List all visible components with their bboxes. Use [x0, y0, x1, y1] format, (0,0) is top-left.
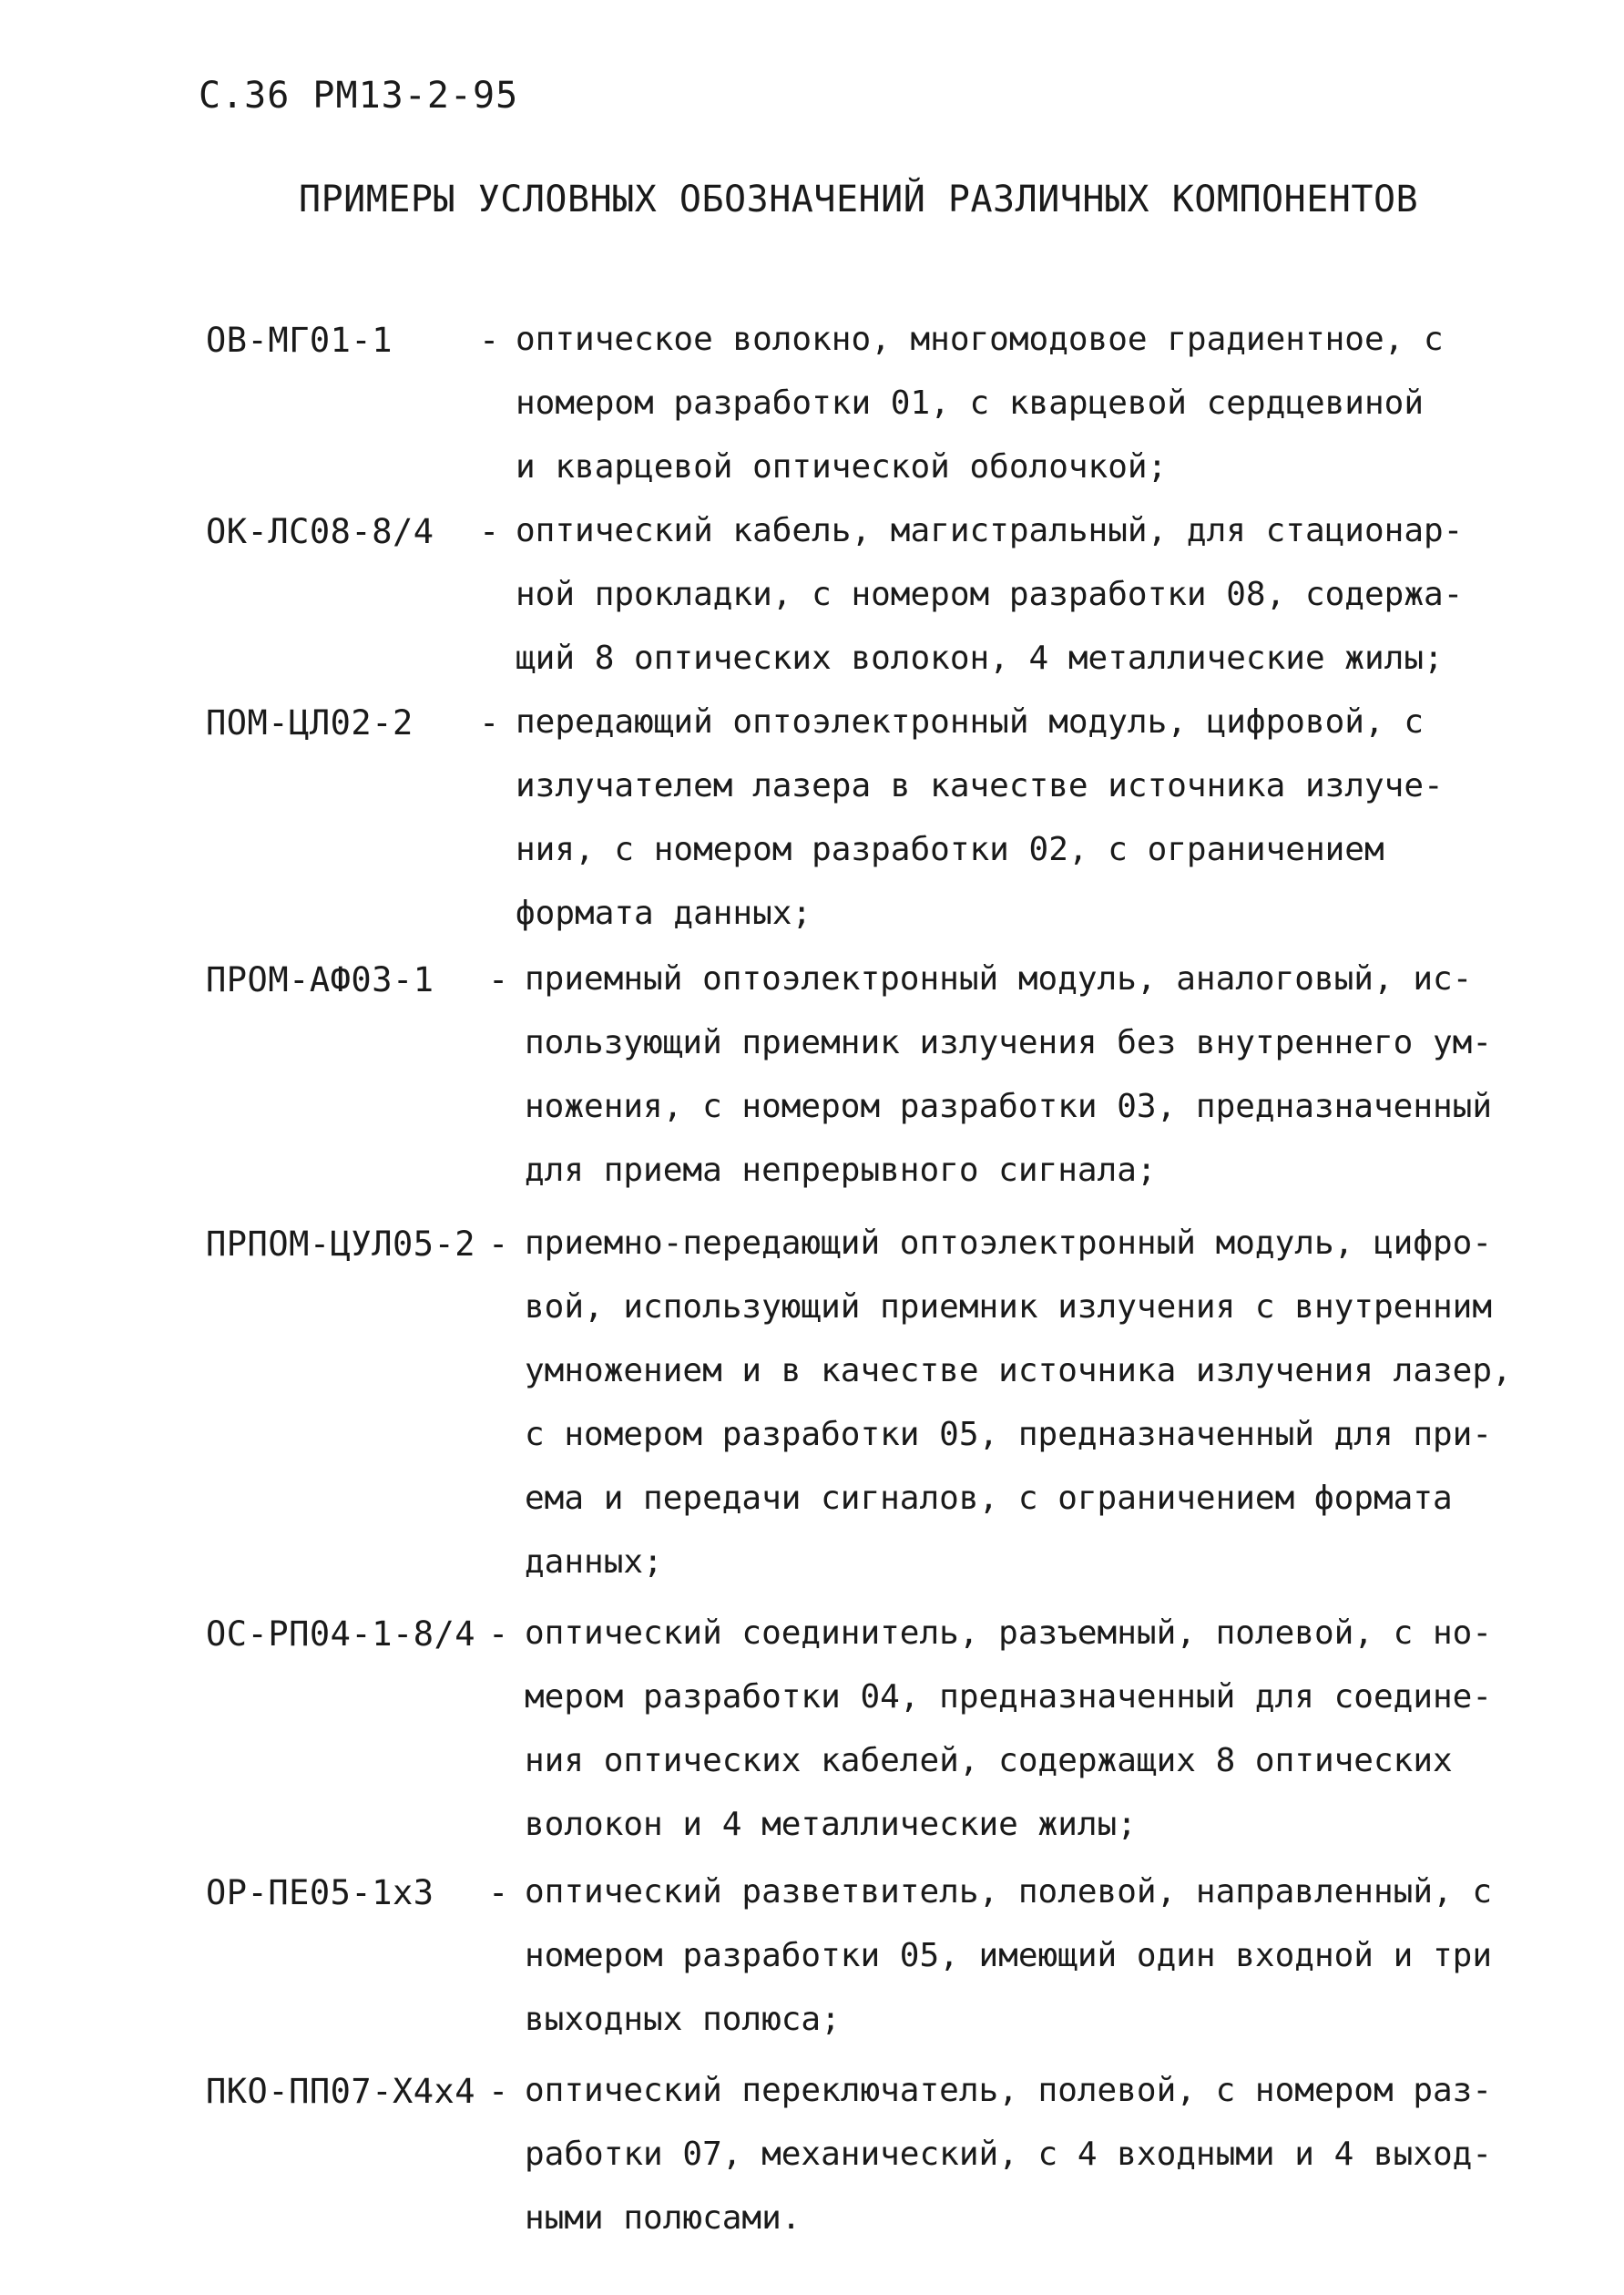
description-line: номером разработки 01, с кварцевой сердцевиной [516, 384, 1424, 422]
page-title: ПРИМЕРЫ УСЛОВНЫХ ОБОЗНАЧЕНИЙ РАЗЛИЧНЫХ КОМПОНЕНТОВ [299, 179, 1419, 220]
description-line: приемный оптоэлектронный модуль, аналоговый, ис- [525, 960, 1473, 998]
description-line: щий 8 оптических волокон, 4 металлические жилы; [516, 640, 1444, 677]
description-line: работки 07, механический, с 4 входными и 4 выход- [525, 2136, 1493, 2173]
designation-description [525, 948, 1492, 1203]
description-line: ния, с номером разработки 02, с ограничением [516, 831, 1384, 868]
designation-dash: - [488, 2072, 509, 2111]
designation-description [525, 1212, 1512, 1594]
designation-description [516, 308, 1444, 499]
page-reference: С.36 РМ13-2-95 [199, 75, 519, 117]
description-line: для приема непрерывного сигнала; [525, 1152, 1157, 1189]
description-line: оптическое волокно, многомодовое градиентное, с [516, 321, 1444, 358]
designation-dash: - [479, 321, 500, 360]
designation-description [516, 691, 1444, 946]
description-line: оптический соединитель, разъемный, полевой, с но- [525, 1614, 1493, 1652]
description-line: ной прокладки, с номером разработки 08, содержа- [516, 576, 1464, 613]
description-line: излучателем лазера в качестве источника излуче- [516, 767, 1444, 804]
description-line: ема и передачи сигналов, с ограничением формата [525, 1480, 1453, 1517]
description-line: ния оптических кабелей, содержащих 8 оптических [525, 1742, 1453, 1779]
designation-description [516, 499, 1463, 691]
designation-code: ПРПОМ-ЦУЛ05-2 [206, 1224, 476, 1264]
description-line: оптический переключатель, полевой, с номером раз- [525, 2072, 1493, 2109]
designation-dash: - [488, 1873, 509, 1912]
description-line: волокон и 4 металлические жилы; [525, 1806, 1137, 1843]
description-line: мером разработки 04, предназначенный для соедине- [525, 1678, 1493, 1716]
designation-code: ПОМ-ЦЛ02-2 [206, 703, 414, 743]
designation-description [525, 1860, 1492, 2052]
description-line: с номером разработки 05, предназначенный для при- [525, 1416, 1493, 1453]
designation-code: ОС-РП04-1-8/4 [206, 1614, 476, 1654]
description-line: пользующий приемник излучения без внутреннего ум- [525, 1024, 1493, 1061]
description-line: формата данных; [516, 895, 812, 932]
designation-dash: - [488, 960, 509, 999]
designation-code: ОВ-МГ01-1 [206, 321, 393, 360]
designation-dash: - [488, 1614, 509, 1654]
designation-dash: - [488, 1224, 509, 1264]
description-line: умножением и в качестве источника излучения лазер, [525, 1352, 1512, 1389]
designation-description [525, 2059, 1492, 2250]
designation-code: ОР-ПЕ05-1х3 [206, 1873, 434, 1912]
designation-code: ПРОМ-АФ03-1 [206, 960, 434, 999]
description-line: номером разработки 05, имеющий один входной и три [525, 1937, 1493, 1974]
description-line: приемно-передающий оптоэлектронный модуль, цифро- [525, 1224, 1493, 1262]
description-line: ными полюсами. [525, 2199, 802, 2237]
description-line: данных; [525, 1543, 663, 1581]
designation-code: ПКО-ПП07-Х4х4 [206, 2072, 476, 2111]
description-line: вой, использующий приемник излучения с внутренним [525, 1288, 1493, 1326]
description-line: выходных полюса; [525, 2001, 841, 2038]
description-line: передающий оптоэлектронный модуль, цифровой, с [516, 703, 1424, 741]
description-line: оптический разветвитель, полевой, направленный, с [525, 1873, 1493, 1911]
designation-description [525, 1602, 1492, 1857]
designation-dash: - [479, 512, 500, 551]
description-line: оптический кабель, магистральный, для стационар- [516, 512, 1464, 549]
description-line: ножения, с номером разработки 03, предназначенный [525, 1088, 1493, 1125]
designation-dash: - [479, 703, 500, 743]
description-line: и кварцевой оптической оболочкой; [516, 448, 1168, 486]
designation-code: ОК-ЛС08-8/4 [206, 512, 434, 551]
